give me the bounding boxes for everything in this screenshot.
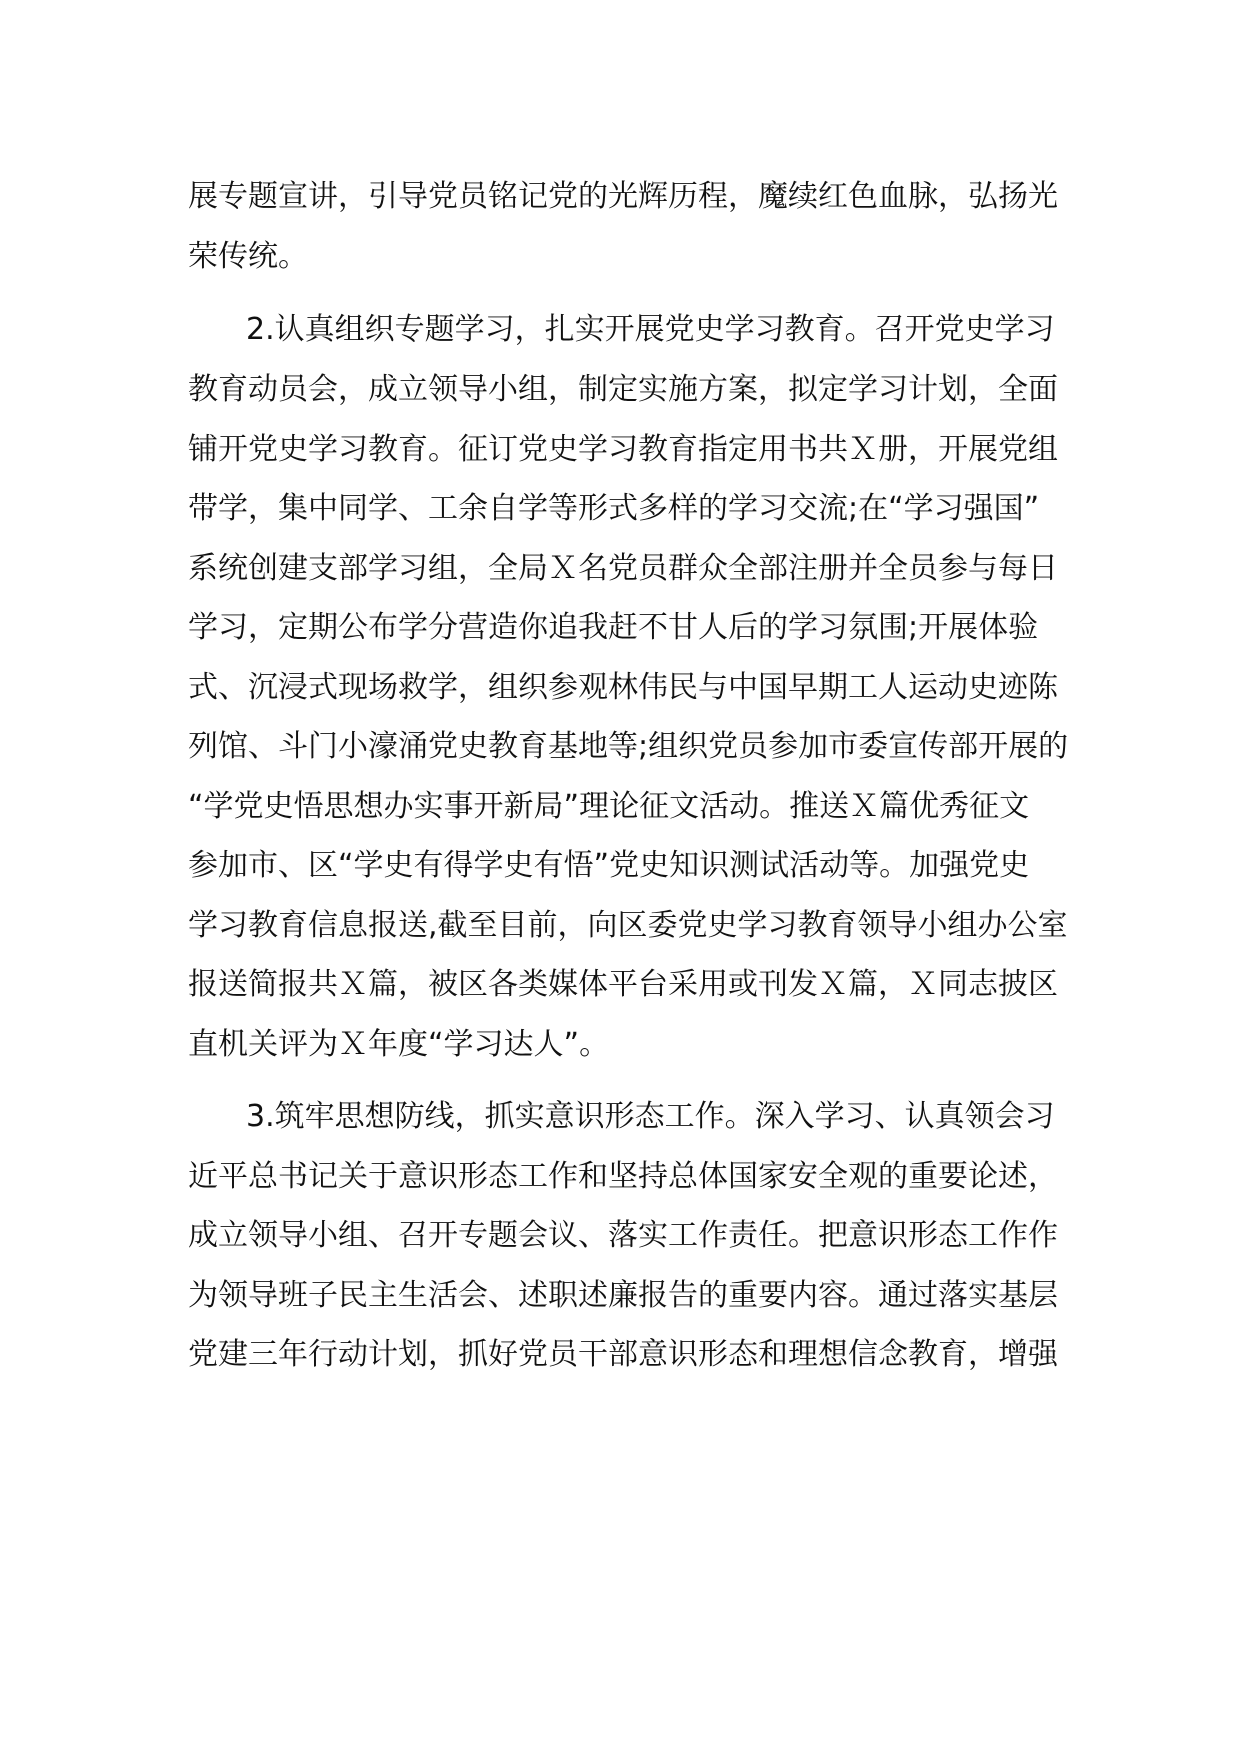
text-line: 直机关评为Ｘ年度“学习达人”。 <box>188 1027 610 1062</box>
text-line: 党建三年行动计划，抓好党员干部意识形态和理想信念教育，增强 <box>188 1337 1058 1372</box>
text-line: 铺开党史学习教育。征订党史学习教育指定用书共Ｘ册，开展党组 <box>188 432 1058 467</box>
paragraph-3-first-line: 3.筑牢思想防线，抓实意识形态工作。深入学习、认真领会习 <box>246 1099 1055 1134</box>
text-line: 为领导班子民主生活会、述职述廉报告的重要内容。通过落实基层 <box>188 1278 1058 1313</box>
text-line: 学习教育信息报送,截至目前，向区委党史学习教育领导小组办公室 <box>188 908 1068 943</box>
paragraph-2-first-line: 2.认真组织专题学习，扎实开展党史学习教育。召开党史学习 <box>246 312 1055 347</box>
text-line: 成立领导小组、召开专题会议、落实工作责任。把意识形态工作作 <box>188 1218 1058 1253</box>
text-line: 学习，定期公布学分营造你追我赶不甘人后的学习氛围;开展体验 <box>188 610 1039 645</box>
text-line: 近平总书记关于意识形态工作和坚持总体国家安全观的重要论述， <box>188 1159 1058 1194</box>
text-line: 展专题宣讲，引导党员铭记党的光辉历程，魔续红色血脉，弘扬光 <box>188 179 1058 214</box>
text-line: 带学，集中同学、工余自学等形式多样的学习交流;在“学习强国” <box>188 491 1040 526</box>
text-line: “学党史悟思想办实事开新局”理论征文活动。推送Ｘ篇优秀征文 <box>188 789 1030 824</box>
text-line: 式、沉浸式现场救学，组织参观林伟民与中国早期工人运动史迹陈 <box>188 670 1058 705</box>
text-line: 教育动员会，成立领导小组，制定实施方案，拟定学习计划，全面 <box>188 372 1058 407</box>
text-line: 参加市、区“学史有得学史有悟”党史知识测试活动等。加强党史 <box>188 848 1030 883</box>
text-line: 列馆、斗门小濠涌党史教育基地等;组织党员参加市委宣传部开展的 <box>188 729 1069 764</box>
text-line: 报送简报共Ｘ篇，被区各类媒体平台采用或刊发Ｘ篇，Ｘ同志披区 <box>188 967 1058 1002</box>
text-line: 荣传统。 <box>188 239 308 274</box>
text-line: 系统创建支部学习组，全局Ｘ名党员群众全部注册并全员参与每日 <box>188 551 1058 586</box>
